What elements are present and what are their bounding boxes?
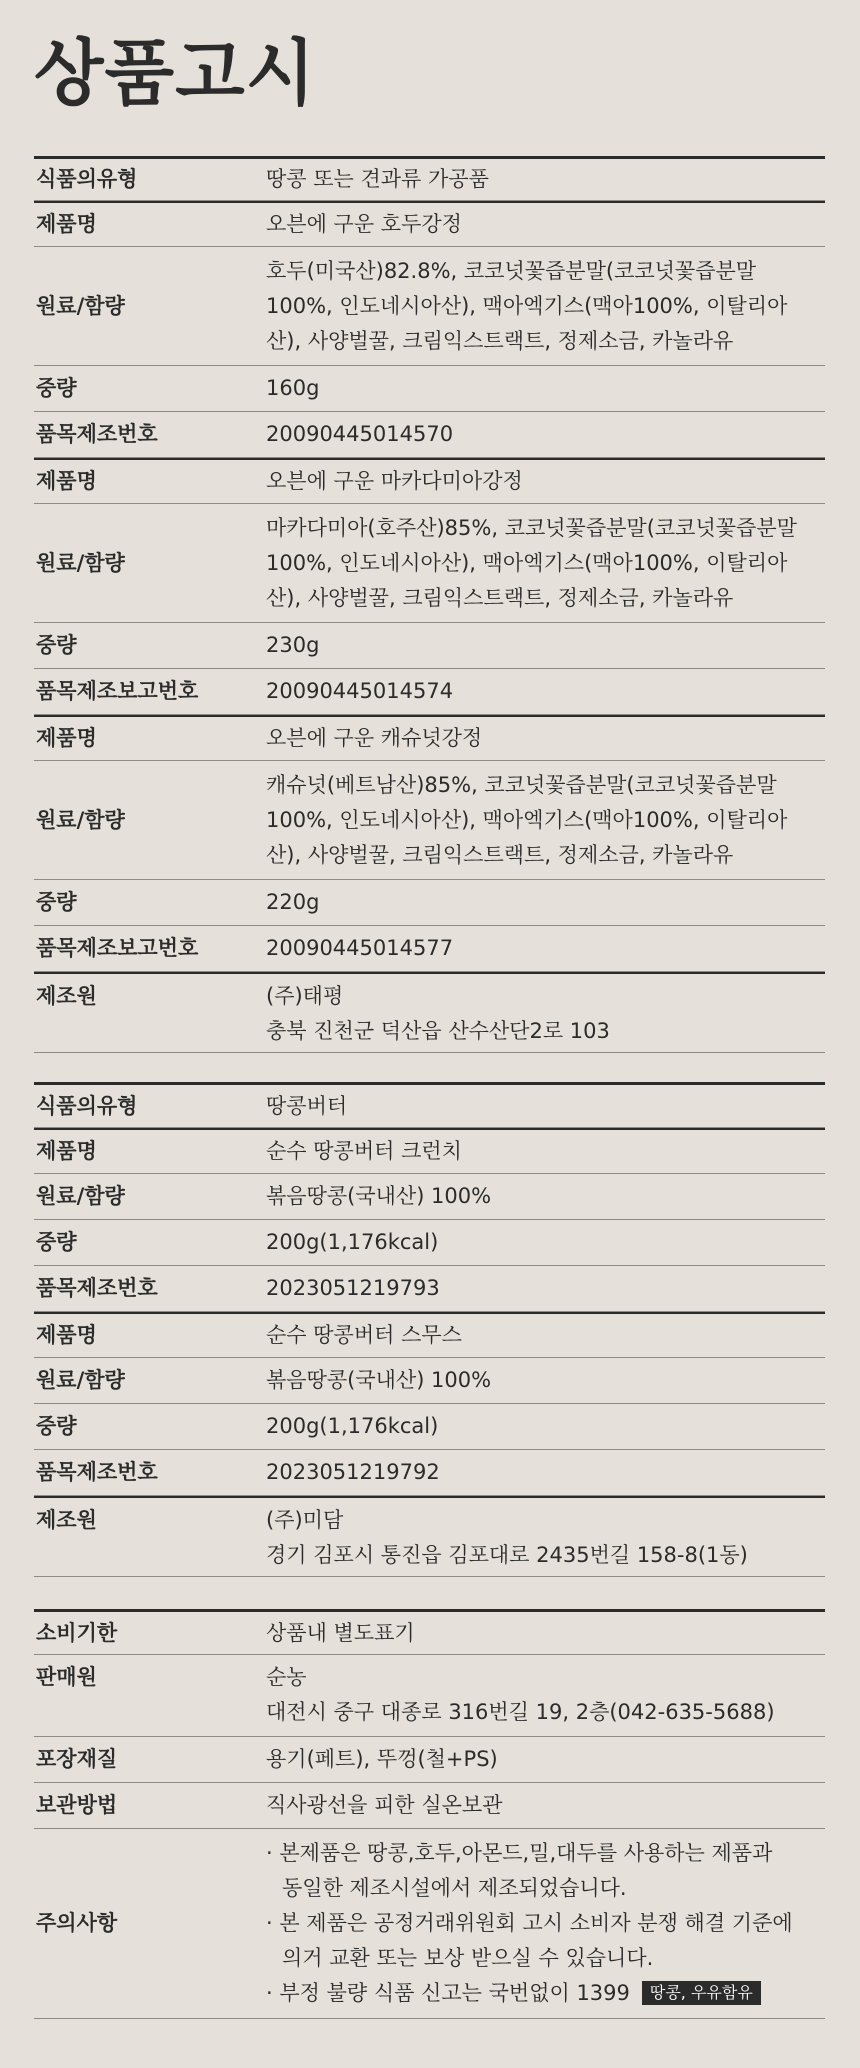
weight-value: 220g (266, 890, 320, 914)
report-number-row (34, 926, 825, 972)
storage-label: 보관방법 (36, 1793, 118, 1817)
weight-row (34, 623, 825, 669)
ingredients-row (34, 504, 825, 623)
caution-note: · 본 제품은 공정거래위원회 고시 소비자 분쟁 해결 기준에 (266, 1911, 793, 1935)
weight-label: 중량 (36, 890, 77, 914)
notice-section-nuts (34, 156, 825, 1053)
product-name-value: 순수 땅콩버터 크런치 (266, 1139, 462, 1163)
seller-value (266, 1655, 825, 1735)
report-number-label: 품목제조번호 (36, 1460, 158, 1484)
seller-name: 순농 (266, 1665, 307, 1689)
manufacturer-row (34, 972, 825, 1053)
caution-note-report (266, 1976, 825, 2011)
ingredients-row (34, 1174, 825, 1220)
report-number-label: 품목제조보고번호 (36, 936, 199, 960)
allergen-badge: 땅콩, 우유함유 (642, 1981, 761, 2005)
ingredients-line: 호두(미국산)82.8%, 코코넛꽃즙분말(코코넛꽃즙분말 (266, 258, 757, 283)
report-number-row (34, 1266, 825, 1312)
manufacturer-row (34, 1496, 825, 1577)
manufacturer-label: 제조원 (36, 1508, 97, 1532)
ingredients-line: 100%, 인도네시아산), 맥아엑기스(맥아100%, 이탈리아 (266, 293, 788, 318)
report-number-row (34, 1450, 825, 1496)
caution-row (34, 1829, 825, 2019)
packaging-label: 포장재질 (36, 1747, 118, 1771)
weight-label: 중량 (36, 1414, 77, 1438)
ingredients-line: 산), 사양벌꿀, 크림익스트랙트, 정제소금, 카놀라유 (266, 585, 734, 610)
product-name-label: 제품명 (36, 469, 97, 493)
food-type-value: 땅콩 또는 견과류 가공품 (266, 167, 489, 191)
product-name-label: 제품명 (36, 726, 97, 750)
report-number-value: 20090445014570 (266, 422, 454, 446)
caution-notes (266, 1831, 825, 2016)
manufacturer-name: (주)미담 (266, 1508, 344, 1532)
ingredients-line: 산), 사양벌꿀, 크림익스트랙트, 정제소금, 카놀라유 (266, 842, 734, 867)
ingredients-label: 원료/함량 (36, 807, 125, 832)
manufacturer-address: 충북 진천군 덕산읍 산수산단2로 103 (266, 1019, 610, 1043)
food-type-row (34, 156, 825, 201)
report-number-label: 품목제조번호 (36, 1276, 158, 1300)
caution-label: 주의사항 (36, 1911, 118, 1935)
ingredients-label: 원료/함량 (36, 550, 125, 575)
report-number-value: 20090445014577 (266, 936, 454, 960)
ingredients-line: 마카다미아(호주산)85%, 코코넛꽃즙분말(코코넛꽃즙분말 (266, 515, 797, 540)
report-hotline-text: · 부정 불량 식품 신고는 국번없이 1399 (266, 1981, 630, 2005)
weight-row (34, 366, 825, 412)
ingredients-line: 100%, 인도네시아산), 맥아엑기스(맥아100%, 이탈리아 (266, 807, 788, 832)
expiry-row (34, 1609, 825, 1655)
product-name-row (34, 458, 825, 504)
ingredients-value (266, 249, 825, 364)
product-name-label: 제품명 (36, 212, 97, 236)
weight-label: 중량 (36, 1230, 77, 1254)
report-number-row (34, 412, 825, 458)
storage-value: 직사광선을 피한 실온보관 (266, 1793, 503, 1817)
caution-note: 동일한 제조시설에서 제조되었습니다. (282, 1876, 627, 1900)
packaging-value: 용기(페트), 뚜껑(철+PS) (266, 1747, 498, 1771)
expiry-value: 상품내 별도표기 (266, 1620, 415, 1645)
manufacturer-value (266, 974, 825, 1054)
ingredients-value (266, 506, 825, 621)
ingredients-row (34, 247, 825, 366)
product-name-row (34, 1312, 825, 1358)
seller-label: 판매원 (36, 1665, 97, 1689)
weight-row (34, 1220, 825, 1266)
ingredients-label: 원료/함량 (36, 293, 125, 318)
report-number-value: 20090445014574 (266, 679, 454, 703)
report-number-value: 2023051219792 (266, 1460, 440, 1484)
seller-address: 대전시 중구 대종로 316번길 19, 2층(042-635-5688) (266, 1700, 775, 1724)
manufacturer-name: (주)태평 (266, 984, 344, 1008)
storage-row (34, 1783, 825, 1829)
weight-row (34, 880, 825, 926)
food-type-label: 식품의유형 (36, 1093, 138, 1118)
ingredients-line: 산), 사양벌꿀, 크림익스트랙트, 정제소금, 카놀라유 (266, 328, 734, 353)
ingredients-line: 100%, 인도네시아산), 맥아엑기스(맥아100%, 이탈리아 (266, 550, 788, 575)
packaging-row (34, 1737, 825, 1783)
weight-value: 230g (266, 633, 320, 657)
product-name-row (34, 1128, 825, 1174)
report-number-label: 품목제조보고번호 (36, 679, 199, 703)
manufacturer-address: 경기 김포시 통진읍 김포대로 2435번길 158-8(1동) (266, 1543, 748, 1567)
weight-value: 160g (266, 376, 320, 400)
ingredients-row (34, 1358, 825, 1404)
product-name-row (34, 715, 825, 761)
report-number-label: 품목제조번호 (36, 422, 158, 446)
caution-note: 의거 교환 또는 보상 받으실 수 있습니다. (282, 1946, 654, 1970)
weight-value: 200g(1,176kcal) (266, 1230, 439, 1254)
report-number-value: 2023051219793 (266, 1276, 440, 1300)
product-name-label: 제품명 (36, 1323, 97, 1347)
seller-row (34, 1655, 825, 1737)
caution-note: · 본제품은 땅콩,호두,아몬드,밀,대두를 사용하는 제품과 (266, 1841, 773, 1865)
ingredients-value: 볶음땅콩(국내산) 100% (266, 1184, 492, 1208)
product-name-row (34, 201, 825, 247)
notice-section-peanut-butter (34, 1082, 825, 1577)
food-type-label: 식품의유형 (36, 167, 138, 191)
manufacturer-value (266, 1498, 825, 1578)
weight-label: 중량 (36, 376, 77, 400)
manufacturer-label: 제조원 (36, 984, 97, 1008)
ingredients-label: 원료/함량 (36, 1368, 125, 1392)
ingredients-line: 캐슈넛(베트남산)85%, 코코넛꽃즙분말(코코넛꽃즙분말 (266, 772, 777, 797)
food-type-row (34, 1082, 825, 1128)
ingredients-label: 원료/함량 (36, 1184, 125, 1208)
ingredients-value (266, 763, 825, 878)
notice-section-general (34, 1609, 825, 2019)
expiry-label: 소비기한 (36, 1620, 118, 1645)
ingredients-row (34, 761, 825, 880)
product-name-value: 오븐에 구운 호두강정 (266, 212, 462, 236)
weight-value: 200g(1,176kcal) (266, 1414, 439, 1438)
ingredients-value: 볶음땅콩(국내산) 100% (266, 1368, 492, 1392)
food-type-value: 땅콩버터 (266, 1093, 348, 1118)
report-number-row (34, 669, 825, 715)
product-name-value: 순수 땅콩버터 스무스 (266, 1323, 462, 1347)
page-title: 상품고시 (34, 31, 317, 115)
product-name-value: 오븐에 구운 마카다미아강정 (266, 469, 523, 493)
product-name-label: 제품명 (36, 1139, 97, 1163)
weight-label: 중량 (36, 633, 77, 657)
product-name-value: 오븐에 구운 캐슈넛강정 (266, 726, 483, 750)
weight-row (34, 1404, 825, 1450)
